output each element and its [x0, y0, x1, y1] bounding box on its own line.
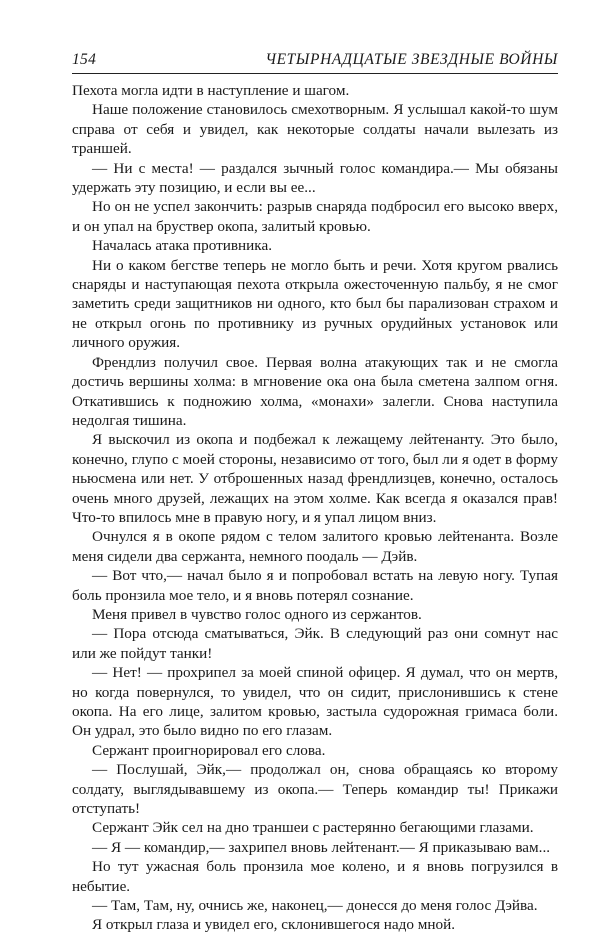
- paragraph: Я выскочил из окопа и подбежал к лежащему лейтенанту. Это было, конечно, глупо с моей стороны, независимо от того, был ли я одет в форму ньюсмена или нет. У отброшенных назад френдлизцев, конечно, осталось очень много друзей, лежащих на этом холме. Как всегда я оказался прав! Что-то впилось мне в правую ногу, и я упал лицом вниз.: [72, 431, 558, 526]
- paragraph: Я открыл глаза и увидел его, склонившегося надо мной.: [92, 916, 456, 934]
- running-title: ЧЕТЫРНАДЦАТЫЕ ЗВЕЗДНЫЕ ВОЙНЫ: [265, 51, 558, 68]
- paragraph: — Нет! — прохрипел за моей спиной офицер. Я думал, что он мертв, но когда повернулся, то увидел, что он сидит, прислонившись к стене окопа. На его лице, залитом кровью, застыла судорожная гримаса боли. Он удрал, это было видно по его глазам.: [72, 664, 558, 740]
- paragraph: Френдлиз получил свое. Первая волна атакующих так и не смогла достичь вершины холма: в мгновение ока она была сметена залпом огня. Откатившись к подножию холма, «монахи» залегли. Снова наступила недолгая тишина.: [72, 353, 558, 429]
- paragraph: — Там, Там, ну, очнись же, наконец,— донесся до меня голос Дэйва.: [92, 897, 538, 915]
- running-header: [72, 48, 558, 74]
- paragraph: Меня привел в чувство голос одного из сержантов.: [92, 605, 422, 623]
- paragraph: Началась атака противника.: [92, 237, 272, 255]
- paragraph: — Я — командир,— захрипел вновь лейтенант.— Я приказываю вам...: [92, 838, 551, 856]
- paragraph: — Послушай, Эйк,— продолжал он, снова обращаясь ко второму солдату, выглядывавшему из окопа.— Теперь командир ты! Прикажи отступать!: [72, 761, 558, 818]
- paragraph: Но тут ужасная боль пронзила мое колено, и я вновь погрузился в небытие.: [72, 858, 558, 895]
- book-page: [72, 48, 558, 935]
- paragraph: Сержант Эйк сел на дно траншеи с растерянно бегающими глазами.: [92, 819, 534, 837]
- body-text: [72, 81, 558, 935]
- page-number: 154: [72, 51, 97, 68]
- paragraph: — Пора отсюда сматываться, Эйк. В следующий раз они сомнут нас или же пойдут танки!: [72, 625, 558, 662]
- paragraph: Очнулся я в окопе рядом с телом залитого кровью лейтенанта. Возле меня сидели два сержанта, немного поодаль — Дэйв.: [72, 528, 558, 565]
- paragraph: Сержант проигнорировал его слова.: [92, 741, 326, 759]
- paragraph: Но он не успел закончить: разрыв снаряда подбросил его высоко вверх, и он упал на бруствер окопа, залитый кровью.: [72, 198, 558, 235]
- paragraph: — Ни с места! — раздался зычный голос командира.— Мы обязаны удержать эту позицию, и если вы ее...: [72, 159, 558, 197]
- paragraph: Ни о каком бегстве теперь не могло быть и речи. Хотя кругом рвались снаряды и наступающая пехота открыла ожесточенную пальбу, я не смог заметить среди защитников ни одного, кто был бы парализован страхом и не открыл огонь по противнику из ручных орудийных установок или личного оружия.: [72, 256, 558, 352]
- paragraph: — Вот что,— начал было я и попробовал встать на левую ногу. Тупая боль пронзила мое тело, и я вновь потерял сознание.: [72, 567, 558, 604]
- paragraph: Наше положение становилось смехотворным. Я услышал какой-то шум справа от себя и увидел, как некоторые солдаты начали вылезать из траншей.: [72, 101, 558, 158]
- paragraph: Пехота могла идти в наступление и шагом.: [72, 82, 350, 99]
